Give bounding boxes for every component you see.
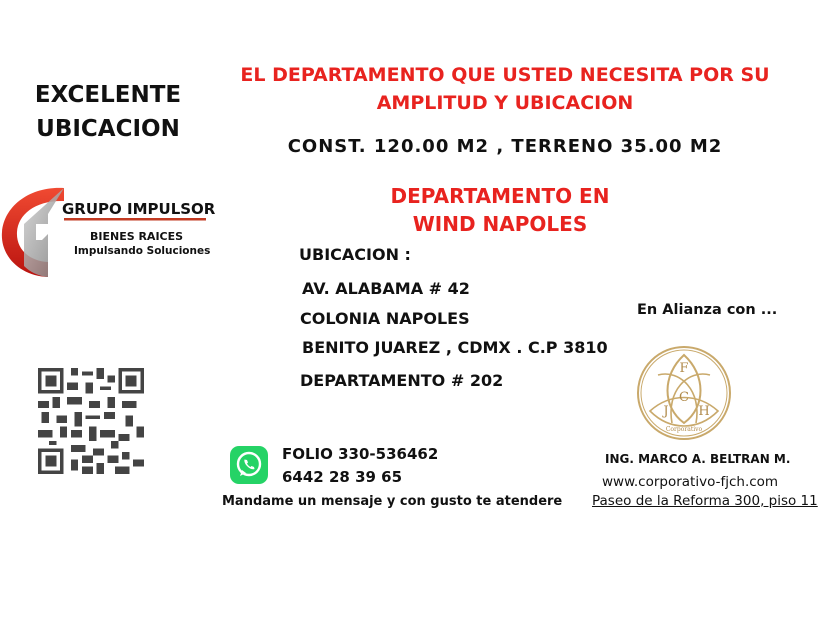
fjch-letter-j: J	[663, 404, 669, 419]
address-unit: DEPARTAMENTO # 202	[300, 371, 504, 390]
address-colony: COLONIA NAPOLES	[300, 309, 470, 328]
whatsapp-icon[interactable]	[230, 446, 268, 484]
top-title	[230, 61, 780, 117]
whatsapp-glyph-icon	[230, 446, 268, 484]
apartment-title-line-1: DEPARTAMENTO EN	[390, 184, 610, 208]
logo-tagline: Impulsando Soluciones	[74, 245, 211, 257]
address-label: UBICACION :	[299, 245, 411, 264]
fjch-letter-h: H	[698, 404, 710, 419]
apartment-title	[330, 182, 670, 238]
alliance-label: En Alianza con ...	[637, 302, 778, 318]
apartment-title-line-2: WIND NAPOLES	[412, 212, 588, 236]
phone-number[interactable]: 6442 28 39 65	[282, 468, 403, 486]
address-street: AV. ALABAMA # 42	[302, 279, 470, 298]
contact-message: Mandame un mensaje y con gusto te atendere	[222, 494, 563, 509]
office-address-link[interactable]: Paseo de la Reforma 300, piso 11	[592, 493, 818, 509]
headline	[20, 78, 196, 146]
address-city: BENITO JUAREZ , CDMX . C.P 3810	[302, 338, 608, 357]
fjch-logo	[636, 345, 732, 441]
logo-name: GRUPO IMPULSOR	[62, 200, 216, 218]
logo-subtitle: BIENES RAICES	[90, 230, 184, 243]
folio-text: FOLIO 330-536462	[282, 445, 439, 463]
fjch-letter-c: C	[679, 390, 689, 405]
top-title-line-2: AMPLITUD Y UBICACION	[376, 92, 634, 114]
dimensions-text: CONST. 120.00 M2 , TERRENO 35.00 M2	[287, 136, 723, 157]
fjch-letter-f: F	[679, 361, 689, 376]
engineer-name: ING. MARCO A. BELTRAN M.	[605, 452, 791, 466]
headline-line-2: UBICACION	[36, 116, 180, 142]
qr-code-icon[interactable]	[38, 368, 144, 474]
top-title-line-1: EL DEPARTAMENTO QUE USTED NECESITA POR SU	[240, 64, 770, 86]
headline-line-1: EXCELENTE	[34, 82, 182, 108]
website-link[interactable]: www.corporativo-fjch.com	[602, 474, 779, 490]
fjch-caption: Corporativo	[665, 426, 703, 433]
